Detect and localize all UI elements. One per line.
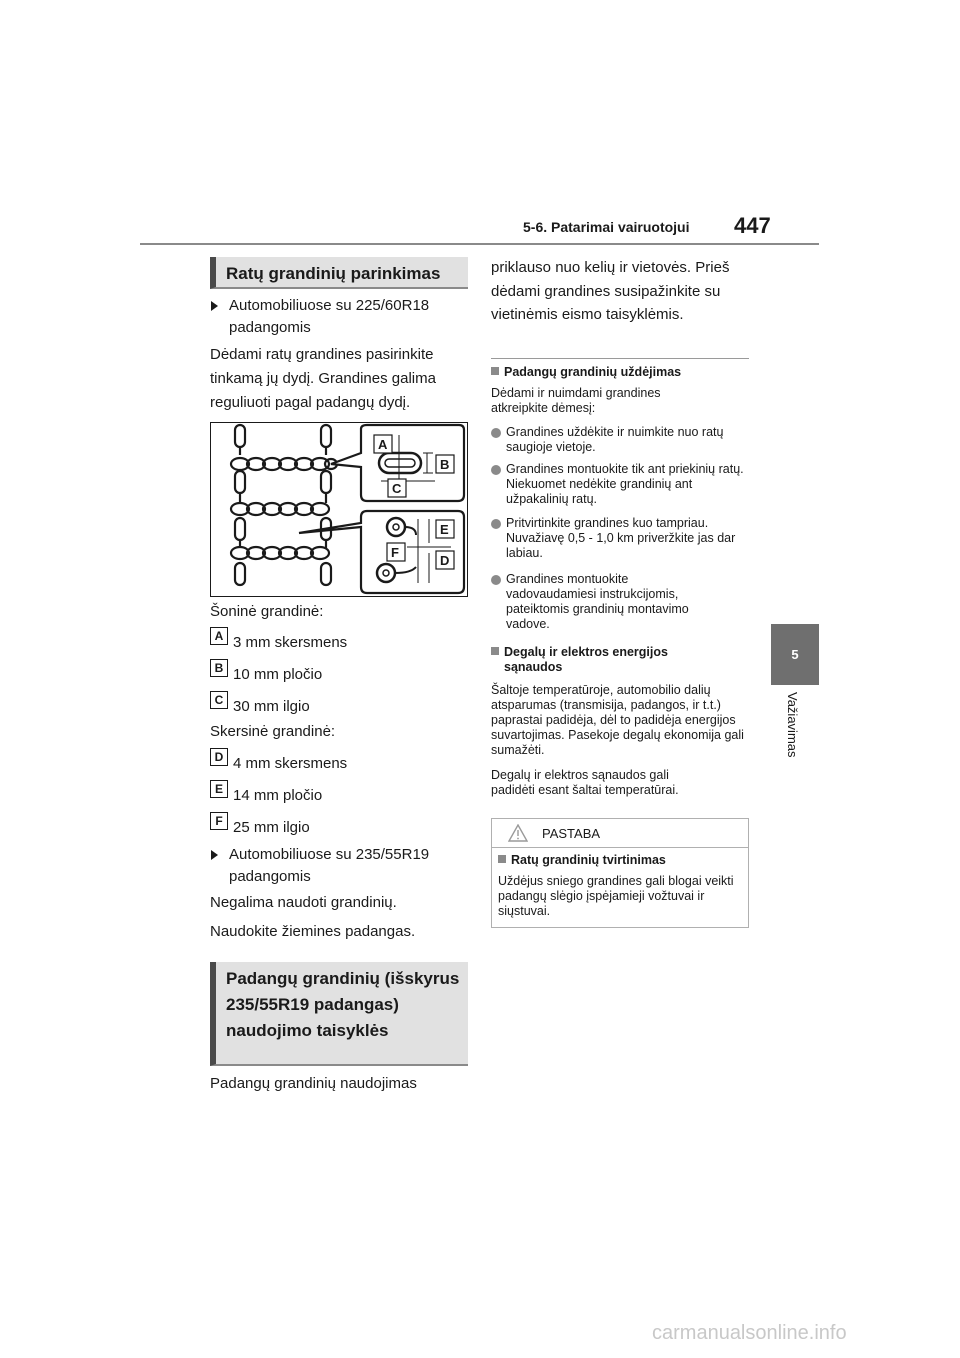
- side-chain-heading: Šoninė grandinė:: [210, 603, 324, 620]
- section-title-chain-rules: Padangų grandinių (išskyrus 235/55R19 padangas) naudojimo taisyklės: [210, 962, 468, 1066]
- square-bullet-icon: [491, 367, 499, 375]
- chapter-title: Važiavimas: [785, 692, 800, 758]
- subsection-rule: [491, 358, 749, 359]
- subsection-mounting-title: Padangų grandinių uždėjimas: [491, 365, 749, 380]
- watermark: carmanualsonline.info: [652, 1322, 847, 1344]
- notice-subtitle: Ratų grandinių tvirtinimas: [498, 853, 666, 868]
- mounting-item-4: Grandines montuokite vadovaudamiesi instrukcijomis, pateiktomis grandinių montavimo vadove.: [491, 572, 749, 636]
- dot-bullet-icon: [491, 519, 501, 529]
- bullet-225-tyres: Automobiliuose su 225/60R18 padangomis: [229, 295, 469, 339]
- cross-chain-heading: Skersinė grandinė:: [210, 723, 336, 740]
- notice-text: Uždėjus sniego grandines gali blogai veikti padangų slėgio įspėjamieji vožtuvai ir siųstuvai.: [498, 874, 734, 918]
- running-header-section: 5-6. Patarimai vairuotojui: [523, 219, 690, 235]
- spec-e: E 14 mm pločio: [210, 780, 410, 804]
- triangle-bullet-icon: [211, 301, 218, 311]
- subsection-consumption-title: Degalų ir elektros energijos sąnaudos: [491, 645, 749, 675]
- mounting-item-3: Pritvirtinkite grandines kuo tampriau. Nuvažiavę 0,5 - 1,0 km priveržkite jas dar labiau.: [491, 516, 749, 564]
- paragraph-no-chains: Negalima naudoti grandinių.: [210, 894, 397, 911]
- consumption-paragraph-2: Degalų ir elektros sąnaudos gali padidėti esant šaltai temperatūrai.: [491, 768, 679, 797]
- square-bullet-icon: [491, 647, 499, 655]
- page-number: 447: [734, 213, 771, 238]
- spec-c: C 30 mm ilgio: [210, 691, 410, 715]
- dot-bullet-icon: [491, 465, 501, 475]
- dot-bullet-icon: [491, 575, 501, 585]
- chapter-tab: 5: [771, 624, 819, 685]
- figure-label-d: D: [440, 553, 450, 568]
- figure-label-b: B: [440, 457, 450, 472]
- triangle-bullet-icon: [211, 850, 218, 860]
- paragraph-winter-tyres: Naudokite žiemines padangas.: [210, 923, 416, 940]
- left-side-chain: [235, 425, 245, 585]
- mounting-item-2: Grandines montuokite tik ant priekinių ratų. Niekuomet nedėkite grandinių ant užpakalinių ratų.: [491, 462, 749, 510]
- square-bullet-icon: [498, 855, 506, 863]
- paragraph-chain-usage: Padangų grandinių naudojimas: [210, 1075, 417, 1092]
- paragraph-continued: priklauso nuo kelių ir vietovės. Prieš dėdami grandines susipažinkite su vietinėmis eismo taisyklėmis.: [491, 259, 730, 323]
- spec-f: F 25 mm ilgio: [210, 812, 410, 836]
- spec-b: B 10 mm pločio: [210, 659, 410, 683]
- paragraph-chain-size: Dėdami ratų grandines pasirinkite tinkamą jų dydį. Grandines galima reguliuoti pagal padangų dydį.: [210, 346, 436, 411]
- header-rule: [140, 243, 819, 245]
- bullet-235-tyres: Automobiliuose su 235/55R19 padangomis: [229, 844, 469, 888]
- figure-label-c: C: [392, 481, 402, 496]
- cross-chain-lower: [231, 547, 329, 559]
- spec-a: A 3 mm skersmens: [210, 627, 410, 651]
- mounting-intro: Dėdami ir nuimdami grandines atkreipkite dėmesį:: [491, 386, 661, 415]
- figure-label-f: F: [391, 545, 399, 560]
- cross-chain-middle: [231, 503, 329, 515]
- notice-header: [492, 819, 748, 848]
- chain-illustration: [211, 423, 467, 596]
- figure-label-a: A: [378, 437, 388, 452]
- notice-box: [491, 818, 749, 928]
- consumption-paragraph-1: Šaltoje temperatūroje, automobilio dalių atsparumas (transmisija, padangos, ir t.t.) paprastai padidėja, dėl to padidėja energijos suvartojimas. Pasekoje degalų ekonomija gali sumažėti.: [491, 683, 744, 757]
- cross-chain-upper: [231, 458, 337, 470]
- chain-figure: [210, 422, 468, 597]
- spec-d: D 4 mm skersmens: [210, 748, 410, 772]
- mounting-item-1: Grandines uždėkite ir nuimkite nuo ratų saugioje vietoje.: [491, 425, 749, 459]
- dot-bullet-icon: [491, 428, 501, 438]
- warning-triangle-icon: [508, 824, 528, 842]
- figure-label-e: E: [440, 522, 449, 537]
- section-title-chain-selection: Ratų grandinių parinkimas: [210, 257, 468, 289]
- notice-title: PASTABA: [542, 826, 601, 841]
